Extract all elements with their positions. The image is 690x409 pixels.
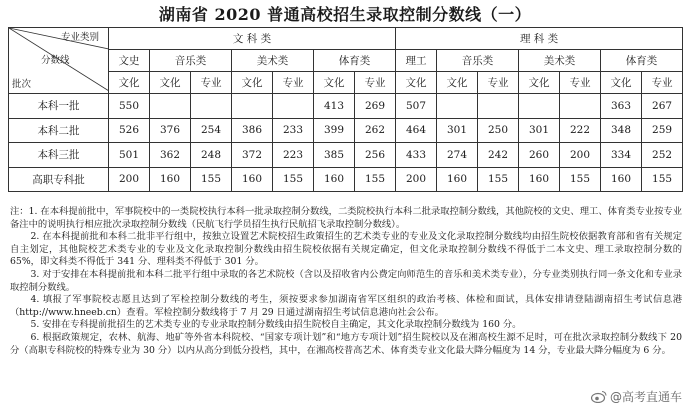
- score-cell: 233: [273, 118, 314, 143]
- score-cell: 252: [642, 143, 683, 168]
- score-cell: [478, 94, 519, 119]
- table-row: [9, 143, 683, 168]
- score-cell: 260: [519, 143, 560, 168]
- sub-header-zhuanye: 专业: [478, 72, 519, 94]
- section-science: 理 科 类: [396, 28, 683, 50]
- page-title: 湖南省 2020 普通高校招生录取控制分数线（一）: [158, 5, 532, 24]
- category-music-science: 音乐类: [437, 50, 519, 72]
- score-cell: 248: [191, 143, 232, 168]
- row-label: 本科一批: [9, 94, 109, 119]
- score-cell: [273, 94, 314, 119]
- sub-header-zhuanye: 专业: [560, 72, 601, 94]
- corner-label-category: 专业类别: [61, 32, 100, 43]
- score-cell: 385: [314, 143, 355, 168]
- score-cell: 160: [519, 167, 560, 192]
- sub-header-wenhua: 文化: [109, 72, 150, 94]
- table-corner-cell: [9, 28, 109, 94]
- sub-header-zhuanye: 专业: [355, 72, 396, 94]
- score-cell: 363: [601, 94, 642, 119]
- sub-header-zhuanye: 专业: [642, 72, 683, 94]
- category-fine-arts-arts: 美术类: [232, 50, 314, 72]
- watermark-text: @高考直通车: [609, 390, 682, 404]
- sub-header-zhuanye: 专业: [273, 72, 314, 94]
- score-cell: [437, 94, 478, 119]
- score-cell: [560, 94, 601, 119]
- score-cell: 501: [109, 143, 150, 168]
- sub-header-wenhua: 文化: [519, 72, 560, 94]
- table-row: [9, 118, 683, 143]
- score-cell: 267: [642, 94, 683, 119]
- category-ligong: 理工: [396, 50, 437, 72]
- sub-header-wenhua: 文化: [232, 72, 273, 94]
- sub-header-wenhua: 文化: [396, 72, 437, 94]
- score-cell: 155: [478, 167, 519, 192]
- score-cell: 223: [273, 143, 314, 168]
- note-4: 4. 填报了军事院校志愿且达到了军检控制分数线的考生，须按要求参加湖南省军区组织的政治考核、体检和面试，具体安排请登陆湖南招生考试信息港（http://www.hneeb.cn）查看。军检控制分数线将于 7 月 29 日通过湖南招生考试信息港向社会公布。: [10, 294, 682, 318]
- score-cell: 160: [601, 167, 642, 192]
- weibo-logo-icon: [591, 390, 607, 403]
- note-5: 5. 安排在专科提前批招生的艺术类专业的专业录取控制分数线由招生院校自主确定，其文化录取控制分数线为 160 分。: [30, 319, 522, 331]
- score-cell: [150, 94, 191, 119]
- score-cell: 334: [601, 143, 642, 168]
- score-cell: 348: [601, 118, 642, 143]
- score-cell: 155: [355, 167, 396, 192]
- score-cell: 550: [109, 94, 150, 119]
- header-row-sub: [9, 72, 683, 94]
- sub-header-wenhua: 文化: [150, 72, 191, 94]
- score-cell: 160: [314, 167, 355, 192]
- score-cell: 242: [478, 143, 519, 168]
- score-cell: 507: [396, 94, 437, 119]
- header-row-categories: [9, 50, 683, 72]
- header-row-sections: [9, 28, 683, 50]
- note-6: 6. 根据政策规定，农林、航海、地矿等外省本科院校、“国家专项计划”和“地方专项计划”招生院校以及在湘高校生源不足时，可在批次录取控制分数线下 20 分（高职专科院校的特殊专业为 30 分）以内从高分到低分投档，其中，在湘高校普高艺术、体育类专业文化最大降分幅度为 14 分，专业最大降分幅度为 6 分。: [10, 331, 682, 356]
- score-cell: 160: [232, 167, 273, 192]
- category-sports-science: 体育类: [601, 50, 683, 72]
- score-cell: 413: [314, 94, 355, 119]
- score-cell: 155: [273, 167, 314, 192]
- sub-header-wenhua: 文化: [314, 72, 355, 94]
- corner-label-score: 分数线: [41, 55, 70, 66]
- category-music-arts: 音乐类: [150, 50, 232, 72]
- note-2: 2. 在本科提前批和本科二批非平行组中，按独立设置艺术院校招生政策招生的艺术类专业的专业及文化录取控制分数线均由招生院校依据教育部和省有关规定自主划定，其他院校艺术类专业的专业及文化录取控制分数线由招生院校依据有关规定确定，但文化录取控制分数线不得低于二本文史、理工录取控制分数的 65%，即文科类不得低于 341 分、理科类不得低于 301 分。: [10, 231, 682, 268]
- section-liberal-arts: 文 科 类: [109, 28, 396, 50]
- score-cell: 399: [314, 118, 355, 143]
- score-cell: 386: [232, 118, 273, 143]
- score-cell: 254: [191, 118, 232, 143]
- row-label: 高职专科批: [9, 167, 109, 192]
- table-row: [9, 94, 683, 119]
- score-cell: 259: [642, 118, 683, 143]
- score-cell: 376: [150, 118, 191, 143]
- score-cell: 433: [396, 143, 437, 168]
- score-cell: 155: [191, 167, 232, 192]
- score-cell: 372: [232, 143, 273, 168]
- sub-header-wenhua: 文化: [601, 72, 642, 94]
- score-cell: 464: [396, 118, 437, 143]
- score-cell: 160: [150, 167, 191, 192]
- category-sports-arts: 体育类: [314, 50, 396, 72]
- score-cell: 301: [437, 118, 478, 143]
- score-cell: 222: [560, 118, 601, 143]
- score-cell: 274: [437, 143, 478, 168]
- score-cell: 301: [519, 118, 560, 143]
- score-cell: [519, 94, 560, 119]
- score-cell: 526: [109, 118, 150, 143]
- watermark: [591, 388, 682, 405]
- score-cell: [232, 94, 273, 119]
- sub-header-wenhua: 文化: [437, 72, 478, 94]
- score-cell: 250: [478, 118, 519, 143]
- note-3: 3. 对于安排在本科提前批和本科二批平行组中录取的各艺术院校（含以及招收省内公费定向师范生的音乐和美术类专业），分专业类别执行同一条文化和专业录取控制分数线。: [10, 268, 682, 293]
- row-label: 本科二批: [9, 118, 109, 143]
- sub-header-zhuanye: 专业: [191, 72, 232, 94]
- note-1: 注：1. 在本科提前批中，军事院校中的一类院校执行本科一批录取控制分数线，二类院校执行本科二批录取控制分数线，其他院校的文史、理工、体育类专业按专业备注中的说明执行相应批次录取控制分数线（民航飞行学员招生执行民航招飞录取控制分数线）。: [10, 206, 682, 230]
- table-row: [9, 167, 683, 192]
- row-label: 本科三批: [9, 143, 109, 168]
- score-cell: 200: [109, 167, 150, 192]
- table-body: [9, 94, 683, 192]
- category-fine-arts-science: 美术类: [519, 50, 601, 72]
- category-wenshi: 文史: [109, 50, 150, 72]
- score-cell: 362: [150, 143, 191, 168]
- score-cell: 262: [355, 118, 396, 143]
- score-cell: 155: [642, 167, 683, 192]
- score-cell: 160: [437, 167, 478, 192]
- score-cell: 269: [355, 94, 396, 119]
- score-cell: 256: [355, 143, 396, 168]
- score-cell: 155: [560, 167, 601, 192]
- corner-label-batch: 批次: [12, 79, 32, 90]
- score-table: [8, 27, 683, 192]
- score-cell: [191, 94, 232, 119]
- score-cell: 200: [396, 167, 437, 192]
- score-cell: 200: [560, 143, 601, 168]
- notes-section: [10, 206, 682, 357]
